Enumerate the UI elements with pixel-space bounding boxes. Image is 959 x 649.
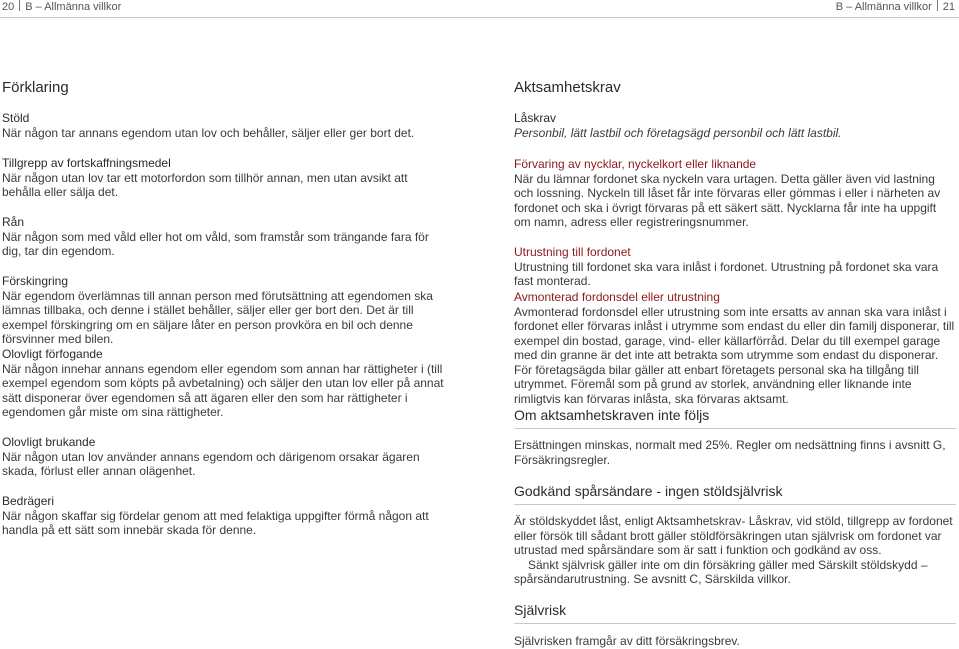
definition-brukande (2, 435, 444, 479)
term: Förskingring (2, 274, 69, 288)
subsection-title: Om aktsamhetskraven inte följs (514, 407, 710, 423)
page-number: 20 (2, 1, 15, 13)
rule-sparsandare-text (514, 514, 956, 587)
section-label: B – Allmänna villkor (25, 1, 122, 13)
header-separator (937, 0, 938, 11)
subsection-title: Godkänd spårsändare - ingen stöldsjälvrisk (514, 483, 783, 499)
section-label: B – Allmänna villkor (835, 1, 932, 13)
definition-text: När någon utan lov tar ett motorfordon som tillhör annan, men utan avsikt att behålla eller sälja det. (2, 170, 408, 199)
term: Olovligt förfogande (2, 347, 103, 361)
definition-text: Personbil, lätt lastbil och företagsägd personbil och lätt lastbil. (514, 125, 842, 140)
term: Avmonterad fordonsdel eller utrustning (514, 290, 720, 304)
definition-text: När egendom överlämnas till annan person med förutsättning att egendomen ska lämnas tillbaka, och denne i stället behåller, säljer eller ger bort den. Det är till exempel förskingring om en säljare låter en person provköra en bil och denne försvinner med bilen. (2, 288, 433, 346)
rule-utrustning (514, 245, 956, 289)
rule-sjalvrisk-text (514, 634, 956, 649)
page-number: 21 (942, 1, 955, 13)
definition-text: Utrustning till fordonet ska vara inlåst i fordonet. Utrustning på fordonet ska vara fast monterad. (514, 259, 939, 288)
section-title: Förklaring (2, 79, 69, 96)
subsection-title: Självrisk (514, 602, 567, 618)
divider (514, 504, 956, 505)
page-header-left (2, 0, 121, 13)
section-title: Aktsamhetskrav (514, 79, 621, 96)
divider (514, 428, 956, 429)
header-rule (0, 17, 959, 18)
term: Rån (2, 215, 25, 229)
definition-ran (2, 215, 444, 259)
term: Förvaring av nycklar, nyckelkort eller liknande (514, 157, 757, 171)
definition-text: När någon tar annans egendom utan lov och behåller, säljer eller ger bort det. (2, 125, 415, 140)
header-separator (19, 0, 20, 11)
definition-text: Är stöldskyddet låst, enligt Aktsamhetskrav- Låskrav, vid stöld, tillgrepp av fordonet eller försök till sådant brott gäller stöldförsäkringen utan självrisk om fordonet var utrustad med spårsändare som är satt i funktion och godkänd av oss. (514, 514, 953, 557)
definition-text: Ersättningen minskas, normalt med 25%. Regler om nedsättning finns i avsnitt G, Försäkringsregler. (514, 438, 946, 467)
definition-text: När någon innehar annans egendom eller egendom som annan har rättigheter i (till exempel egendom som köpts på avbetalning) och säljer den utan lov eller på annat sätt disponerar över egendomen så att ägaren eller den som har rättigheter i egendomen går miste om sina rättigheter. (2, 361, 444, 419)
term: Olovligt brukande (2, 435, 96, 449)
rule-ejfoljs-text (514, 438, 956, 467)
term: Bedrägeri (2, 494, 55, 508)
definition-text: Sänkt självrisk gäller inte om din försäkring gäller med Särskilt stöldskydd – spårsändarutrustning. Se avsnitt C, Särskilda villkor. (514, 557, 928, 586)
definition-text: När någon som med våld eller hot om våld, som framstår som trängande fara för dig, tar din egendom. (2, 229, 429, 258)
definition-text: När någon skaffar sig fördelar genom att med felaktiga uppgifter förmå någon att handla på ett sätt som innebär skada för denne. (2, 508, 429, 537)
rule-avmonterad (514, 290, 956, 406)
definition-forskingring (2, 274, 444, 347)
term: Stöld (2, 111, 30, 125)
definition-text: Självrisken framgår av ditt försäkringsbrev. (514, 634, 740, 648)
page-header-right (836, 0, 955, 13)
definition-text: Avmonterad fordonsdel eller utrustning som inte ersatts av annan ska vara inlåst i fordonet eller förvaras inlåst i utrymme som endast du eller din familj disponerar, till exempel din bostad, garage, vind- eller källarförråd. Delar du till exempel garage med din granne är det inte att betrakta som utrymme som endast du disponerar. För företagsägda bilar gäller att enbart företagets personal ska ha tillgång till utrymmet. Föremål som på grund av storlek, användning eller liknande inte rimligtvis kan förvaras inlåsta, ska förvaras aktsamt. (514, 304, 955, 406)
definition-stold (2, 111, 444, 140)
definition-text: När någon utan lov använder annans egendom och därigenom orsakar ägaren skada, förlust eller annan olägenhet. (2, 449, 420, 478)
rule-nycklar (514, 157, 956, 230)
rule-laskrav (514, 111, 956, 140)
term: Låskrav (514, 111, 557, 125)
divider (514, 623, 956, 624)
definition-bedrageri (2, 494, 444, 538)
definition-forfogande (2, 347, 444, 420)
term: Utrustning till fordonet (514, 245, 631, 259)
term: Tillgrepp av fortskaffningsmedel (2, 156, 171, 170)
definition-tillgrepp (2, 156, 444, 200)
definition-text: När du lämnar fordonet ska nyckeln vara urtagen. Detta gäller även vid lastning och lossning. Nyckeln till låset får inte förvaras eller gömmas i eller i närheten av fordonet och ska i övrigt förvaras på ett säkert sätt. Nycklarna får inte ha uppgift om namn, adress eller registreringsnummer. (514, 171, 941, 229)
